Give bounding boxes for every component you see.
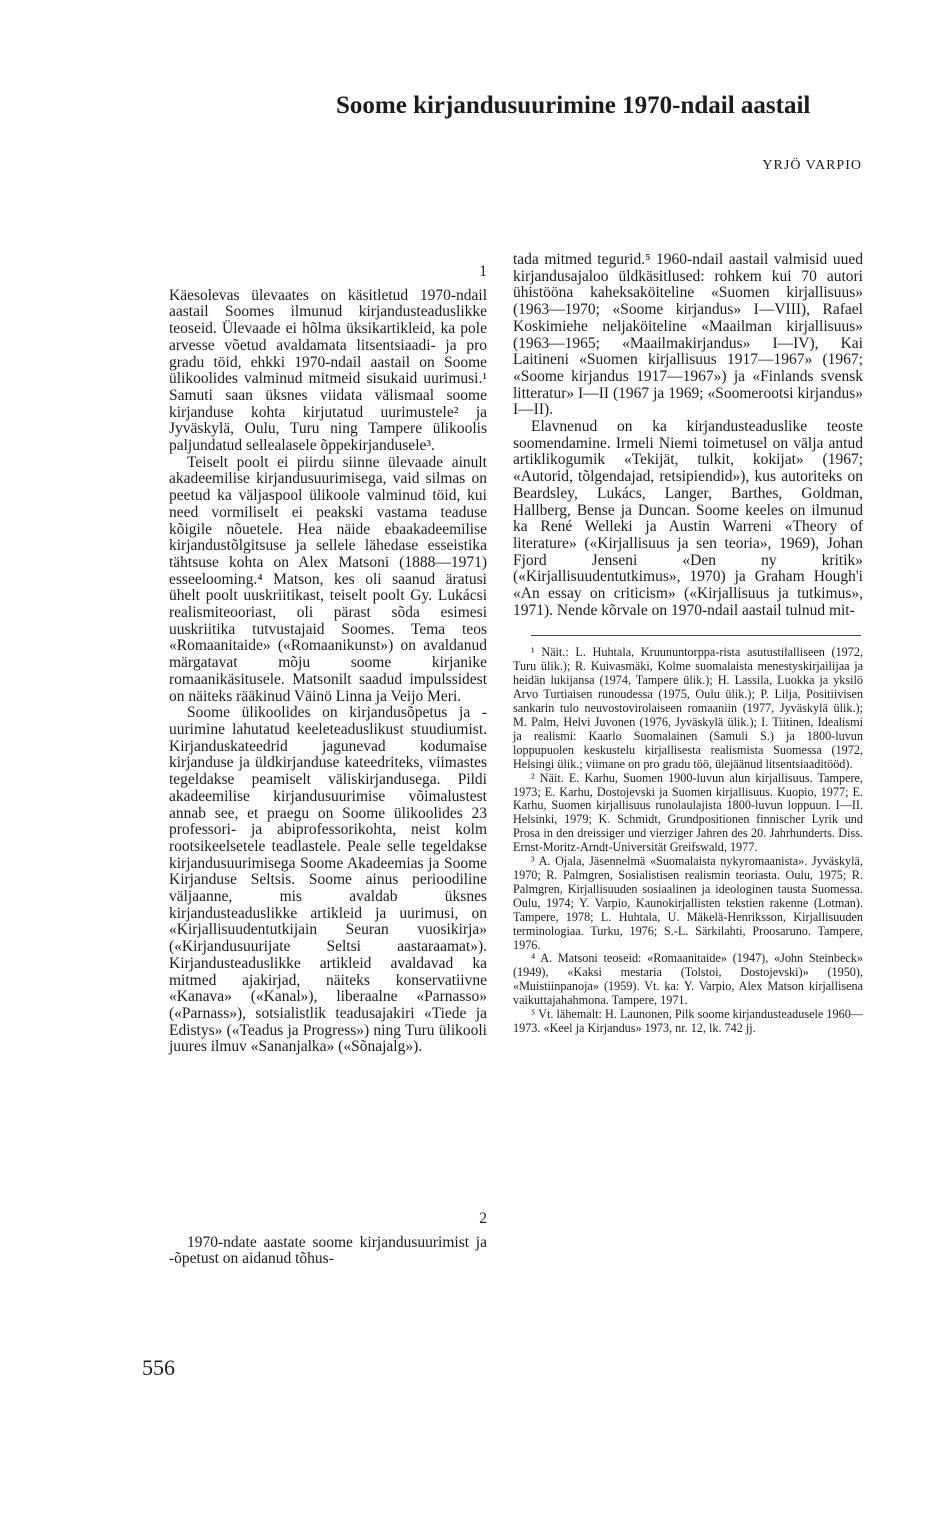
paragraph: Elavnenud on ka kirjandusteaduslike teoste soomendamine. Irmeli Niemi toimetusel on välja antud artiklikogumik «Tekijät, tulkit, kokijat» (1967; «Autorid, tõlgendajad, retsipiendid»), kus autoriteks on Beardsley, Lukács, Langer, Barthes, Goldman, Hallberg, Bense ja Duncan. Soome keeles on ilmunud ka René Welleki ja Austin Warreni «Theory of literature» («Kirjallisuus ja sen teoria», 1969), Johan Fjord Jenseni «Den ny kritik» («Kirjallisuudentutkimus», 1970) ja Graham Hough'i «An essay on criticism» («Kirjallisuus ja tutkimus», 1971). Nende kõrvale on 1970-ndail aastail tulnud mit- bbox=[513, 418, 863, 619]
paragraph: Käesolevas ülevaates on käsitletud 1970-ndail aastail Soomes ilmunud kirjandusteaduslikke teoseid. Ülevaade ei hõlma üksikartikleid, ka pole arvesse võetud avaldamata litsentsiaadi- ja pro gradu töid, ehkki 1970-ndail aastail on Soome ülikoolides valminud mitmeid sisukaid uurimusi.¹ Samuti saan üksnes viidata välismaal soome kirjanduse kohta kirjutatud uurimustele² ja Jyväskylä, Oulu, Turu ning Tampere ülikoolis paljundatud sellealasele õppekirjandusele³. bbox=[169, 286, 487, 455]
footnotes bbox=[513, 646, 863, 1035]
article-title: Soome kirjandusuurimine 1970-ndail aastail bbox=[336, 92, 811, 119]
footnote-5: ⁵ Vt. lähemalt: H. Launonen, Pilk soome kirjandusteadusele 1960—1973. «Keel ja Kirjandus» 1973, nr. 12, lk. 742 jj. bbox=[513, 1007, 863, 1035]
left-column bbox=[169, 264, 487, 1268]
footnote-2: ² Näit. E. Karhu, Suomen 1900-luvun alun kirjallisuus. Tampere, 1973; E. Karhu, Dostojevski ja Suomen kirjallisuus. Kuopio, 1977; E. Karhu, Suomen kirjallisuus runolaulajista 1800-luvun loppuun. I—II. Helsinki, 1979; K. Schmidt, Grundpositionen finnischer Lyrik und Prosa in den dreissiger und vierziger Jahren des 20. Jahrhunderts. Diss. Ernst-Moritz-Arndt-Universität Greifswald, 1977. bbox=[513, 770, 863, 855]
paragraph: Soome ülikoolides on kirjandusõpetus ja -uurimine lahutatud keeleteaduslikust stuudiumist. Kirjanduskateedrid jagunevad kodumaise kirjanduse ja üldkirjanduse kateedriteks, viimastes tegeldakse peamiselt väliskirjandusega. Pildi akadeemilise kirjandusuurimise võimalustest annab see, et praegu on Soome ülikoolides 23 professori- ja abiprofessorikohta, neist kolm rootsikeelsetele teadlastele. Peale selle tegeldakse kirjandusuurimisega Soome Akadeemias ja Soome Kirjanduse Seltsis. Soome ainus perioodiline väljaanne, mis avaldab üksnes kirjandusteaduslikke artikleid ja uurimusi, on «Kirjallisuudentutkijain Seuran vuosikirja» («Kirjandusuurijate Seltsi aastaraamat»). Kirjandusteaduslikke artikleid avaldavad ka mitmed ajakirjad, näiteks konservatiivne «Kanava» («Kanal»), liberaalne «Parnasso» («Parnass»), sotsialistlik teadusajakiri «Tiede ja Edistys» («Teadus ja Progress») ning Turu ülikooli juures ilmuv «Sananjalka» («Sõnajalg»). bbox=[169, 704, 487, 1056]
section-number-2: 2 bbox=[479, 1210, 487, 1228]
footnote-divider bbox=[531, 635, 861, 636]
paragraph: Teiselt poolt ei piirdu siinne ülevaade ainult akadeemilise kirjandusuurimisega, vaid silmas on peetud ka väljaspool ülikoole valminud töid, kui need vormiliselt ei peakski vastama teaduse kõigile nõuetele. Hea näide ebaakadeemilise kirjandustõlgitsuse ja sellele lähedase esseistika tähtsuse kohta on Alex Matsoni (1888—1971) esseelooming.⁴ Matson, kes oli saanud äratusi ühelt poolt uuskriitikast, teiselt poolt Gy. Lukácsi realismiteooriast, oli pärast sõda esimesi uuskriitika tutvustajaid Soomes. Tema teos «Romaanitaide» («Romaanikunst») on avaldanud märgatavat mõju soome kirjanike romaanikäsitusele. Matsonilt saadud impulssidest on näiteks rääkinud Väinö Linna ja Veijo Meri. bbox=[169, 453, 487, 705]
section-number-1: 1 bbox=[479, 263, 487, 280]
paragraph: tada mitmed tegurid.⁵ 1960-ndail aastail valmisid uued kirjandusajaloo üldkäsitlused: rohkem kui 70 autori ühistööna kaheksaköiteline «Suomen kirjallisuus» (1963—1970; «Soome kirjandus» I—VIII), Rafael Koskimiehe neljaköiteline «Maailman kirjallisuus» (1963—1965; «Maailmakirjandus» I—IV), Kai Laitineni «Suomen kirjallisuus 1917—1967» (1967; «Soome kirjandus 1917—1967») ja «Finlands svensk litteratur» I—II (1967 ja 1969; «Soomerootsi kirjandus» I—II). bbox=[513, 251, 863, 419]
footnote-4: ⁴ A. Matsoni teoseid: «Romaanitaide» (1947), «John Steinbeck» (1949), «Kaksi mestaria (Tolstoi, Dostojevski)» (1950), «Muistiinpanoja» (1959). Vt. ka: Y. Varpio, Alex Matson kirjallisena vaikuttajahahmona. Tampere, 1971. bbox=[513, 951, 863, 1008]
paragraph: 1970-ndate aastate soome kirjandusuurimist ja -õpetust on aidanud tõhus- bbox=[169, 1233, 487, 1268]
page-number: 556 bbox=[142, 1355, 175, 1380]
footnote-1: ¹ Näit.: L. Huhtala, Kruununtorppa-rista asutustilalliseen (1972, Turu ülik.); R. Kuivasmäki, Kolme suomalaista menestyskirjailijaa ja heidän lukijansa (1974, Tampere ülik.); H. Lassila, Luokka ja yksilö Arvo Turtiaisen runoudessa (1975, Oulu ülik.); P. Lilja, Positiivisen sankarin tulo neuvostovirolaiseen romaaniin (1977, Jyväskylä ülik.); M. Palm, Helvi Juvonen (1976, Jyväskylä ülik.); I. Tiitinen, Idealismi ja realismi: Kaarlo Suomalainen (Samuli S.) ja 1800-luvun loppupuolen keskustelu kirjallisesta realismista Suomessa (1972, Helsingi ülik.; viimane on pro gradu töö, ülejäänud litsentsiaaditööd). bbox=[513, 645, 863, 771]
footnote-3: ³ A. Ojala, Jäsennelmä «Suomalaista nykyromaanista». Jyväskylä, 1970; R. Palmgren, Sosialistisen realismin teoriasta. Oulu, 1975; R. Palmgren, Kirjallisuuden sosiaalinen ja ideologinen tausta Suomessa. Oulu, 1974; Y. Varpio, Kaunokirjallisten tekstien rakenne (Lotman). Tampere, 1978; L. Huhtala, U. Mäkelä-Henriksson, Kirjallisuuden terminologiaa. Turku, 1976; S.-L. Särkilahti, Proosaruno. Tampere, 1976. bbox=[513, 854, 863, 952]
author-name: YRJÖ VARPIO bbox=[762, 158, 862, 173]
right-column bbox=[513, 252, 863, 1036]
